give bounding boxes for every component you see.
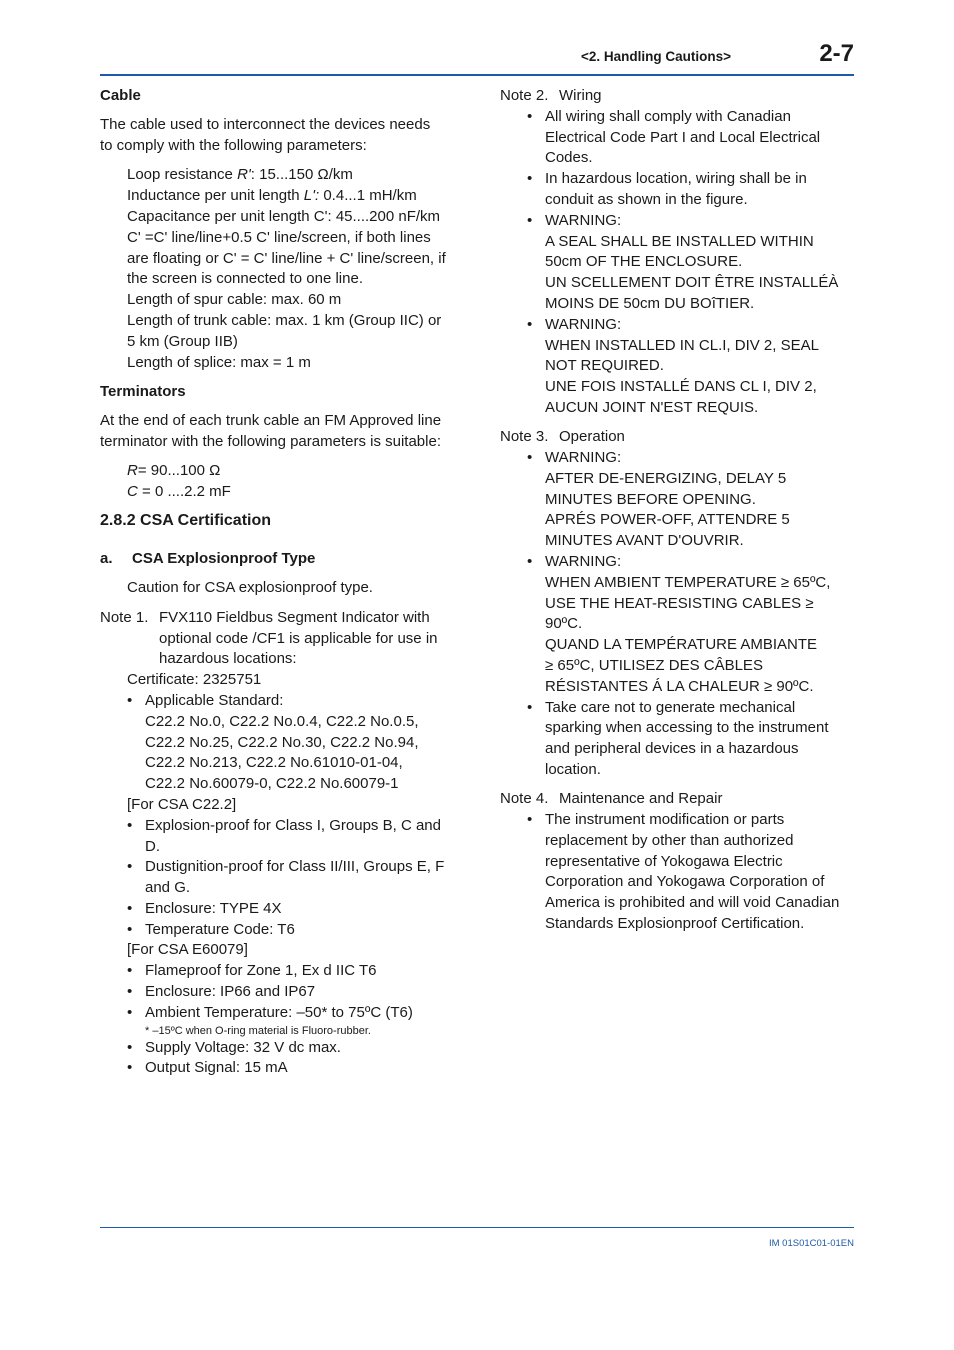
bullet-icon: • (527, 553, 533, 571)
text-line: WARNING: (545, 553, 622, 571)
note-heading (500, 789, 860, 810)
list-item (100, 691, 460, 795)
symbol: R (127, 462, 138, 480)
text-line: C22.2 No.0, C22.2 No.0.4, C22.2 No.0.5, (145, 712, 419, 730)
text: = 0 ....2.2 mF (137, 483, 231, 501)
text-line: America is prohibited and will void Canadian (545, 894, 840, 912)
footnote: * –15ºC when O-ring material is Fluoro-rubber. (145, 1024, 371, 1037)
note-heading (500, 86, 860, 107)
note-heading (500, 427, 860, 448)
bullet-icon: • (127, 920, 133, 938)
text-line: WHEN AMBIENT TEMPERATURE ≥ 65ºC, (545, 573, 831, 591)
text-line: Dustignition-proof for Class II/III, Groups E, F (145, 858, 445, 876)
text-line: A SEAL SHALL BE INSTALLED WITHIN (545, 232, 814, 250)
list-item (500, 810, 860, 935)
text-line: D. (145, 837, 160, 855)
page-number: 2-7 (819, 40, 854, 67)
text-line: are floating or C' = C' line/line + C' line/screen, if (127, 249, 446, 267)
text-line: Length of splice: max = 1 m (127, 353, 311, 371)
text-line: Take care not to generate mechanical (545, 698, 796, 716)
bullet-icon: • (127, 816, 133, 834)
bullet-icon: • (127, 1038, 133, 1056)
text-line: QUAND LA TEMPÉRATURE AMBIANTE (545, 636, 817, 654)
text-line: In hazardous location, wiring shall be in (545, 170, 807, 188)
text: 0.4...1 mH/km (319, 187, 417, 205)
inductance (127, 186, 460, 207)
text-line: AFTER DE-ENERGIZING, DELAY 5 (545, 469, 787, 487)
list-item (100, 1038, 460, 1059)
note-title: Maintenance and Repair (559, 790, 723, 808)
bullet-icon: • (127, 899, 133, 917)
caution-text: Caution for CSA explosionproof type. (127, 579, 373, 597)
subsection-heading (100, 549, 460, 570)
bullet-icon: • (527, 170, 533, 188)
text-line: WARNING: (545, 211, 622, 229)
text-line: Enclosure: TYPE 4X (145, 899, 282, 917)
e60079-list (100, 961, 460, 1079)
bullet-icon: • (127, 983, 133, 1001)
note-title: Wiring (559, 87, 602, 104)
list-item (500, 448, 860, 552)
text-line: APRÉS POWER-OFF, ATTENDRE 5 (545, 511, 790, 529)
bullet-icon: • (127, 1003, 133, 1021)
right-column (500, 86, 860, 935)
text-line: USE THE HEAT-RESISTING CABLES ≥ (545, 594, 814, 612)
list-item (500, 552, 860, 698)
text-line: WARNING: (545, 449, 622, 467)
applicable-standard-list (100, 691, 460, 795)
subsection-title: CSA Explosionproof Type (132, 550, 316, 568)
text-line: and peripheral devices in a hazardous (545, 740, 799, 758)
text: FVX110 Fieldbus Segment Indicator with (159, 608, 430, 626)
text-line: WARNING: (545, 315, 622, 333)
text: Loop resistance (127, 166, 238, 184)
left-column (100, 86, 460, 1079)
text-line: 50cm OF THE ENCLOSURE. (545, 253, 743, 271)
list-item (500, 211, 860, 315)
text-line: C' =C' line/line+0.5 C' line/screen, if both lines (127, 228, 431, 246)
text-line: Length of spur cable: max. 60 m (127, 291, 342, 309)
c22-label: [For CSA C22.2] (127, 795, 237, 813)
text-line: replacement by other than authorized (545, 831, 794, 849)
symbol: C (127, 483, 138, 501)
c22-list (100, 816, 460, 941)
certificate: Certificate: 2325751 (127, 671, 262, 689)
note-4-list (500, 810, 860, 935)
note-label: Note 1. (100, 608, 149, 626)
note-1 (100, 608, 460, 1080)
text-line: 5 km (Group IIB) (127, 332, 238, 350)
bullet-icon: • (127, 962, 133, 980)
text-line: Corporation and Yokogawa Corporation of (545, 873, 825, 891)
bullet-icon: • (527, 211, 533, 229)
text-line: MINUTES BEFORE OPENING. (545, 490, 756, 508)
list-item (500, 315, 860, 419)
list-item (500, 107, 860, 169)
text-line: Ambient Temperature: –50* to 75ºC (T6) (145, 1003, 413, 1021)
text-line: Capacitance per unit length C': 45....200 nF/km (127, 207, 441, 225)
note-title: Operation (559, 428, 625, 446)
text-line: Electrical Code Part I and Local Electrical (545, 128, 821, 146)
section-heading: 2.8.2 CSA Certification (100, 512, 272, 530)
text-line: hazardous locations: (159, 650, 297, 668)
text-line: Temperature Code: T6 (145, 920, 295, 938)
section-title: <2. Handling Cautions> (580, 49, 731, 64)
symbol: L': (303, 187, 320, 205)
terminators-intro (100, 411, 460, 453)
text-line: Flameproof for Zone 1, Ex d IIC T6 (145, 962, 377, 980)
footer-divider (100, 1227, 854, 1228)
text-line: C22.2 No.60079-0, C22.2 No.60079-1 (145, 775, 399, 793)
list-item (100, 1003, 460, 1038)
text-line: Codes. (545, 149, 593, 167)
bullet-icon: • (127, 691, 133, 709)
text-line: conduit as shown in the figure. (545, 190, 748, 208)
text-line: Enclosure: IP66 and IP67 (145, 983, 316, 1001)
bullet-icon: • (127, 858, 133, 876)
terminator-values (100, 461, 460, 503)
note-line (100, 608, 460, 629)
symbol: R' (237, 166, 251, 184)
note-3-list (500, 448, 860, 781)
list-item (100, 961, 460, 982)
capacitance-value (127, 482, 460, 503)
text: Inductance per unit length (127, 187, 304, 205)
text-line: C22.2 No.25, C22.2 No.30, C22.2 No.94, (145, 733, 419, 751)
text-line: and G. (145, 879, 191, 897)
text-line: WHEN INSTALLED IN CL.I, DIV 2, SEAL (545, 336, 819, 354)
text-line: All wiring shall comply with Canadian (545, 107, 791, 125)
text-line: location. (545, 761, 601, 778)
note-4 (500, 789, 860, 935)
text-line: AUCUN JOINT N'EST REQUIS. (545, 398, 759, 416)
note-label: Note 2. (500, 87, 549, 104)
text-line: The cable used to interconnect the devices needs (100, 116, 431, 134)
bullet-icon: • (527, 698, 533, 716)
note-label: Note 4. (500, 790, 549, 808)
text-line: C22.2 No.213, C22.2 No.61010-01-04, (145, 754, 403, 772)
text-line: Standards Explosionproof Certification. (545, 915, 805, 933)
text-line: sparking when accessing to the instrument (545, 719, 829, 737)
text-line: 90ºC. (545, 615, 583, 633)
header-divider (100, 74, 854, 76)
list-item (100, 857, 460, 899)
text-line: Supply Voltage: 32 V dc max. (145, 1038, 341, 1056)
text-line: The instrument modification or parts (545, 811, 785, 829)
list-item (500, 169, 860, 211)
text-line: terminator with the following parameters is suitable: (100, 432, 441, 450)
document-code: IM 01S01C01-01EN (768, 1238, 854, 1249)
list-item (100, 816, 460, 858)
bullet-icon: • (127, 1059, 133, 1077)
bullet-icon: • (527, 315, 533, 333)
text-line: UN SCELLEMENT DOIT ÊTRE INSTALLÉÀ (545, 274, 839, 292)
text-line: Explosion-proof for Class I, Groups B, C and (145, 816, 441, 834)
text-line: the screen is connected to one line. (127, 270, 363, 288)
list-item (100, 920, 460, 941)
text: : 15...150 Ω/km (250, 166, 353, 184)
cable-heading: Cable (100, 87, 141, 104)
bullet-icon: • (527, 107, 533, 125)
text-line: At the end of each trunk cable an FM Approved line (100, 412, 442, 430)
cable-parameters (100, 165, 460, 373)
note-label: Note 3. (500, 428, 549, 446)
resistance-value (127, 461, 460, 482)
note-3 (500, 427, 860, 781)
e60079-label: [For CSA E60079] (127, 941, 248, 959)
loop-resistance (127, 165, 460, 186)
list-item (500, 698, 860, 781)
text-line: MINUTES AVANT D'OUVRIR. (545, 532, 744, 550)
subsection-letter: a. (100, 550, 113, 568)
cable-intro (100, 115, 460, 157)
text-line: representative of Yokogawa Electric (545, 852, 783, 870)
text-line: MOINS DE 50cm DU BOîTIER. (545, 294, 755, 312)
text-line: RÉSISTANTES Á LA CHALEUR ≥ 90ºC. (545, 677, 814, 695)
text-line: Output Signal: 15 mA (145, 1059, 288, 1077)
text-line: UNE FOIS INSTALLÉ DANS CL I, DIV 2, (545, 378, 817, 396)
text-line: optional code /CF1 is applicable for use in (159, 629, 438, 647)
list-item (100, 982, 460, 1003)
bullet-icon: • (527, 449, 533, 467)
text-line: NOT REQUIRED. (545, 357, 664, 375)
bullet-icon: • (527, 811, 533, 829)
note-2-list (500, 107, 860, 419)
text-line: to comply with the following parameters: (100, 137, 367, 155)
list-item (100, 899, 460, 920)
list-item (100, 1058, 460, 1079)
terminators-heading: Terminators (100, 382, 186, 400)
text-line: Applicable Standard: (145, 691, 284, 709)
text-line: ≥ 65ºC, UTILISEZ DES CÂBLES (545, 657, 763, 675)
text: = 90...100 Ω (137, 462, 221, 480)
note-2 (500, 86, 860, 419)
text-line: Length of trunk cable: max. 1 km (Group IIC) or (127, 311, 442, 329)
